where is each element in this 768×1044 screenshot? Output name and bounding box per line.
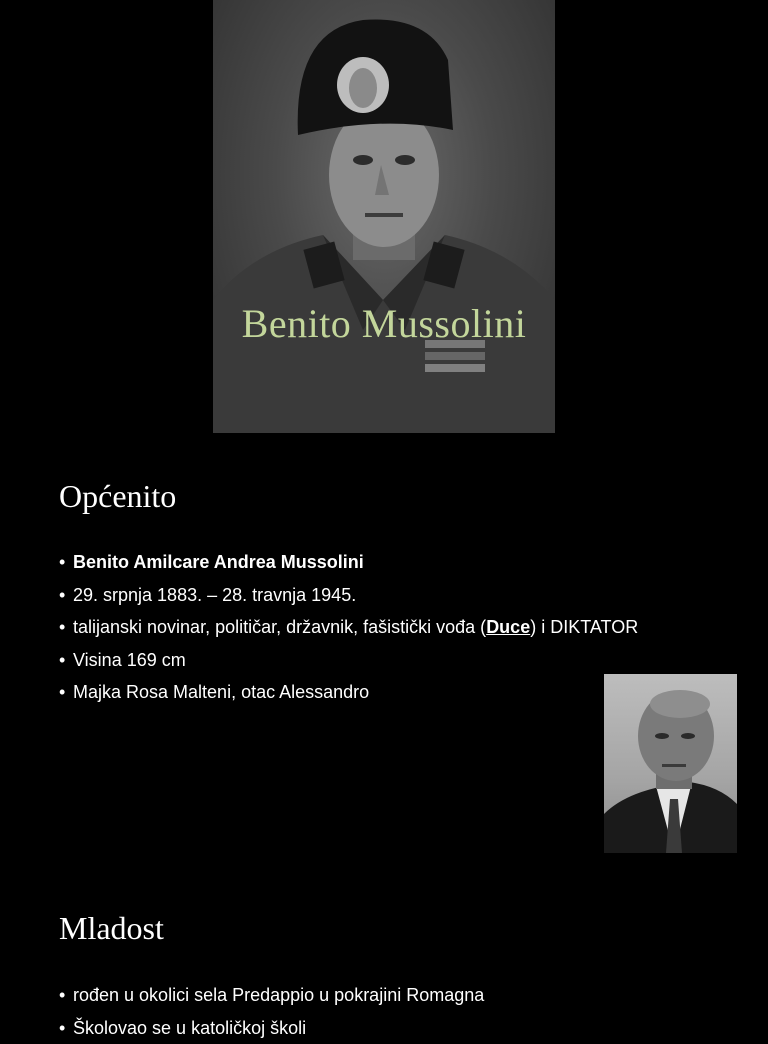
- bullet-height: [59, 644, 638, 677]
- bullet-birthplace: [59, 979, 484, 1012]
- full-name-text: Benito Amilcare Andrea Mussolini: [73, 552, 364, 572]
- profession-text: talijanski novinar, političar, državnik, fašistički vođa (: [73, 617, 486, 637]
- birthplace-text: rođen u okolici sela Predappio u pokrajini Romagna: [73, 985, 484, 1005]
- height-text: Visina 169 cm: [73, 650, 186, 670]
- bullet-dates: [59, 579, 638, 612]
- bullet-profession: [59, 611, 638, 644]
- bullet-school: [59, 1012, 484, 1044]
- bullet-parents: [59, 676, 638, 709]
- bullet-list-youth: [59, 979, 484, 1044]
- bullet-full-name: [59, 546, 638, 579]
- section-heading-general: Općenito: [59, 478, 176, 515]
- portrait-photo: [213, 0, 555, 433]
- duce-link[interactable]: Duce: [486, 617, 530, 637]
- small-portrait-illustration: [604, 674, 737, 853]
- school-text: Školovao se u katoličkoj školi: [73, 1018, 306, 1038]
- slide-title: Benito Mussolini: [213, 300, 555, 347]
- section-heading-youth: Mladost: [59, 910, 164, 947]
- bullet-list-general: [59, 546, 638, 709]
- parents-text: Majka Rosa Malteni, otac Alessandro: [73, 682, 369, 702]
- profession-text-end: ) i DIKTATOR: [530, 617, 638, 637]
- small-portrait-photo: [604, 674, 737, 853]
- dates-text: 29. srpnja 1883. – 28. travnja 1945.: [73, 585, 356, 605]
- portrait-illustration: [213, 0, 555, 433]
